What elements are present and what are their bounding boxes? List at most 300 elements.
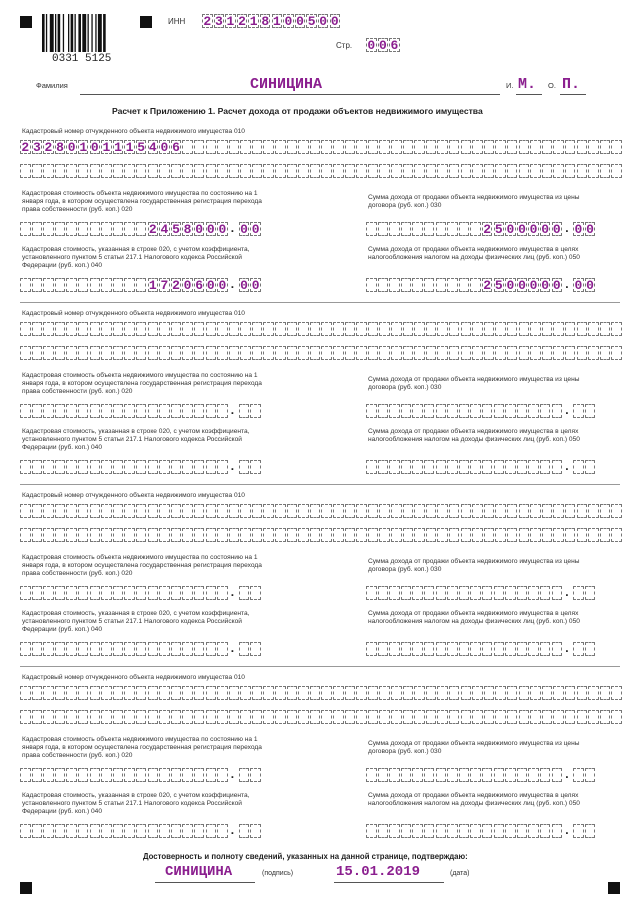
input-cell[interactable] bbox=[542, 322, 553, 336]
input-cell[interactable] bbox=[530, 346, 541, 360]
input-cell[interactable] bbox=[368, 322, 379, 336]
input-cell[interactable]: 2 bbox=[483, 221, 492, 237]
input-cell[interactable] bbox=[55, 460, 66, 474]
input-cell[interactable] bbox=[368, 710, 379, 724]
cadastral-number-cells[interactable] bbox=[20, 504, 623, 518]
input-cell[interactable] bbox=[401, 404, 412, 418]
input-cell[interactable] bbox=[356, 322, 367, 336]
input-cell[interactable] bbox=[426, 686, 437, 700]
input-cell[interactable] bbox=[252, 140, 263, 154]
input-cell[interactable] bbox=[368, 346, 379, 360]
input-cell[interactable] bbox=[389, 642, 400, 656]
input-cell[interactable] bbox=[449, 140, 460, 154]
input-cell[interactable] bbox=[252, 528, 263, 542]
input-cell[interactable] bbox=[517, 404, 528, 418]
input-cell[interactable] bbox=[540, 642, 551, 656]
input-cell[interactable] bbox=[449, 528, 460, 542]
input-cell[interactable] bbox=[206, 404, 217, 418]
input-cell[interactable] bbox=[159, 460, 170, 474]
input-cell[interactable] bbox=[298, 322, 309, 336]
input-cell[interactable] bbox=[436, 222, 447, 236]
input-cell[interactable] bbox=[321, 710, 332, 724]
value-050[interactable] bbox=[366, 278, 563, 292]
input-cell[interactable]: 1 bbox=[125, 139, 134, 155]
input-cell[interactable] bbox=[449, 686, 460, 700]
input-cell[interactable]: 2 bbox=[44, 139, 53, 155]
input-cell[interactable] bbox=[101, 404, 112, 418]
input-cell[interactable] bbox=[124, 586, 135, 600]
input-cell[interactable] bbox=[611, 346, 622, 360]
input-cell[interactable] bbox=[229, 164, 240, 178]
input-cell[interactable] bbox=[553, 346, 564, 360]
input-cell[interactable] bbox=[424, 586, 435, 600]
input-cell[interactable] bbox=[540, 824, 551, 838]
input-cell[interactable] bbox=[519, 528, 530, 542]
input-cell[interactable] bbox=[43, 768, 54, 782]
input-cell[interactable] bbox=[310, 322, 321, 336]
input-cell[interactable] bbox=[20, 404, 31, 418]
input-cell[interactable] bbox=[159, 404, 170, 418]
input-cell[interactable] bbox=[484, 322, 495, 336]
input-cell[interactable] bbox=[124, 504, 135, 518]
input-cell[interactable] bbox=[437, 528, 448, 542]
input-cell[interactable] bbox=[78, 164, 89, 178]
input-cell[interactable] bbox=[43, 642, 54, 656]
input-cell[interactable] bbox=[275, 528, 286, 542]
input-cell[interactable] bbox=[148, 404, 159, 418]
input-cell[interactable] bbox=[482, 404, 493, 418]
input-cell[interactable] bbox=[101, 322, 112, 336]
input-cell[interactable] bbox=[552, 404, 563, 418]
input-cell[interactable] bbox=[101, 528, 112, 542]
input-cell[interactable] bbox=[182, 404, 193, 418]
input-cell[interactable] bbox=[573, 824, 584, 838]
value-020-kopeck[interactable] bbox=[239, 222, 262, 236]
input-cell[interactable] bbox=[461, 528, 472, 542]
input-cell[interactable] bbox=[78, 460, 89, 474]
input-cell[interactable] bbox=[275, 686, 286, 700]
input-cell[interactable]: 0 bbox=[319, 13, 328, 29]
input-cell[interactable] bbox=[552, 768, 563, 782]
input-cell[interactable] bbox=[414, 322, 425, 336]
input-cell[interactable] bbox=[426, 504, 437, 518]
input-cell[interactable] bbox=[611, 686, 622, 700]
input-cell[interactable] bbox=[240, 710, 251, 724]
input-cell[interactable]: 0 bbox=[541, 277, 550, 293]
input-cell[interactable] bbox=[113, 504, 124, 518]
input-cell[interactable] bbox=[585, 586, 596, 600]
input-cell[interactable] bbox=[424, 404, 435, 418]
input-cell[interactable] bbox=[124, 824, 135, 838]
input-cell[interactable] bbox=[20, 528, 31, 542]
input-cell[interactable] bbox=[171, 768, 182, 782]
input-cell[interactable] bbox=[113, 346, 124, 360]
input-cell[interactable] bbox=[20, 768, 31, 782]
input-cell[interactable] bbox=[171, 504, 182, 518]
input-cell[interactable] bbox=[206, 460, 217, 474]
input-cell[interactable] bbox=[206, 586, 217, 600]
input-cell[interactable] bbox=[113, 642, 124, 656]
input-cell[interactable] bbox=[356, 164, 367, 178]
input-cell[interactable] bbox=[20, 504, 31, 518]
input-cell[interactable] bbox=[20, 586, 31, 600]
input-cell[interactable] bbox=[368, 686, 379, 700]
input-cell[interactable] bbox=[136, 222, 147, 236]
input-cell[interactable] bbox=[182, 642, 193, 656]
input-cell[interactable] bbox=[66, 504, 77, 518]
input-cell[interactable] bbox=[90, 824, 101, 838]
input-cell[interactable] bbox=[530, 710, 541, 724]
input-cell[interactable] bbox=[217, 642, 228, 656]
input-cell[interactable] bbox=[333, 504, 344, 518]
input-cell[interactable] bbox=[101, 686, 112, 700]
input-cell[interactable] bbox=[517, 460, 528, 474]
input-cell[interactable] bbox=[90, 710, 101, 724]
input-cell[interactable]: 8 bbox=[261, 13, 270, 29]
input-cell[interactable] bbox=[449, 346, 460, 360]
input-cell[interactable] bbox=[517, 824, 528, 838]
input-cell[interactable]: 0 bbox=[218, 221, 227, 237]
input-cell[interactable]: 6 bbox=[390, 37, 399, 53]
input-cell[interactable] bbox=[519, 346, 530, 360]
input-cell[interactable] bbox=[194, 140, 205, 154]
input-cell[interactable] bbox=[101, 768, 112, 782]
input-cell[interactable] bbox=[136, 824, 147, 838]
input-cell[interactable]: 8 bbox=[56, 139, 64, 155]
value-050-kopeck[interactable] bbox=[573, 824, 596, 838]
input-cell[interactable] bbox=[310, 346, 321, 360]
input-cell[interactable] bbox=[436, 642, 447, 656]
input-cell[interactable] bbox=[461, 140, 472, 154]
input-cell[interactable] bbox=[206, 824, 217, 838]
input-cell[interactable] bbox=[20, 686, 31, 700]
input-cell[interactable] bbox=[519, 164, 530, 178]
input-cell[interactable] bbox=[182, 140, 193, 154]
input-cell[interactable] bbox=[588, 322, 599, 336]
input-cell[interactable] bbox=[310, 710, 321, 724]
input-cell[interactable] bbox=[90, 460, 101, 474]
input-cell[interactable] bbox=[206, 768, 217, 782]
input-cell[interactable] bbox=[401, 824, 412, 838]
input-cell[interactable] bbox=[333, 710, 344, 724]
input-cell[interactable] bbox=[250, 824, 261, 838]
input-cell[interactable]: 4 bbox=[160, 221, 169, 237]
input-cell[interactable] bbox=[542, 504, 553, 518]
input-cell[interactable]: 4 bbox=[148, 139, 157, 155]
input-cell[interactable] bbox=[194, 460, 205, 474]
input-cell[interactable] bbox=[229, 710, 240, 724]
input-cell[interactable] bbox=[577, 346, 588, 360]
input-cell[interactable] bbox=[136, 164, 147, 178]
input-cell[interactable] bbox=[298, 504, 309, 518]
input-cell[interactable]: 5 bbox=[494, 277, 503, 293]
input-cell[interactable] bbox=[159, 164, 170, 178]
input-cell[interactable] bbox=[32, 686, 43, 700]
input-cell[interactable] bbox=[378, 278, 389, 292]
input-cell[interactable] bbox=[333, 164, 344, 178]
input-cell[interactable] bbox=[32, 346, 43, 360]
input-cell[interactable] bbox=[113, 824, 124, 838]
input-cell[interactable] bbox=[577, 504, 588, 518]
input-cell[interactable] bbox=[194, 346, 205, 360]
input-cell[interactable] bbox=[426, 140, 437, 154]
input-cell[interactable] bbox=[356, 140, 367, 154]
input-cell[interactable] bbox=[333, 140, 344, 154]
input-cell[interactable] bbox=[368, 528, 379, 542]
value-040[interactable] bbox=[20, 824, 229, 838]
input-cell[interactable] bbox=[495, 710, 506, 724]
value-030-kopeck[interactable] bbox=[573, 586, 596, 600]
input-cell[interactable] bbox=[600, 710, 611, 724]
input-cell[interactable] bbox=[470, 824, 481, 838]
input-cell[interactable] bbox=[113, 278, 124, 292]
input-cell[interactable] bbox=[494, 642, 505, 656]
input-cell[interactable] bbox=[540, 404, 551, 418]
input-cell[interactable] bbox=[206, 504, 217, 518]
input-cell[interactable] bbox=[482, 460, 493, 474]
input-cell[interactable] bbox=[401, 278, 412, 292]
input-cell[interactable] bbox=[366, 278, 377, 292]
input-cell[interactable] bbox=[356, 528, 367, 542]
input-cell[interactable] bbox=[517, 586, 528, 600]
input-cell[interactable] bbox=[263, 164, 274, 178]
input-cell[interactable] bbox=[379, 140, 390, 154]
input-cell[interactable] bbox=[379, 710, 390, 724]
input-cell[interactable] bbox=[263, 322, 274, 336]
value-020-kopeck[interactable] bbox=[239, 404, 262, 418]
input-cell[interactable] bbox=[321, 346, 332, 360]
input-cell[interactable] bbox=[182, 504, 193, 518]
input-cell[interactable] bbox=[101, 824, 112, 838]
input-cell[interactable] bbox=[461, 686, 472, 700]
input-cell[interactable] bbox=[66, 768, 77, 782]
input-cell[interactable] bbox=[552, 460, 563, 474]
input-cell[interactable] bbox=[240, 504, 251, 518]
input-cell[interactable] bbox=[484, 504, 495, 518]
input-cell[interactable] bbox=[43, 586, 54, 600]
input-cell[interactable] bbox=[252, 504, 263, 518]
input-cell[interactable]: 5 bbox=[137, 139, 146, 155]
input-cell[interactable] bbox=[298, 140, 309, 154]
input-cell[interactable] bbox=[542, 528, 553, 542]
input-cell[interactable] bbox=[391, 686, 402, 700]
input-cell[interactable] bbox=[345, 164, 356, 178]
input-cell[interactable]: 0 bbox=[240, 277, 248, 293]
input-cell[interactable] bbox=[459, 642, 470, 656]
input-cell[interactable] bbox=[611, 504, 622, 518]
input-cell[interactable] bbox=[206, 686, 217, 700]
input-cell[interactable] bbox=[239, 586, 250, 600]
input-cell[interactable] bbox=[484, 346, 495, 360]
input-cell[interactable]: 0 bbox=[240, 221, 248, 237]
input-cell[interactable] bbox=[148, 686, 159, 700]
input-cell[interactable]: 1 bbox=[102, 139, 111, 155]
input-cell[interactable] bbox=[287, 528, 298, 542]
value-050[interactable] bbox=[366, 824, 563, 838]
input-cell[interactable] bbox=[194, 710, 205, 724]
input-cell[interactable] bbox=[66, 278, 77, 292]
input-cell[interactable] bbox=[378, 222, 389, 236]
input-cell[interactable] bbox=[389, 222, 400, 236]
cadastral-number-cells-2[interactable] bbox=[20, 346, 623, 360]
input-cell[interactable]: 0 bbox=[218, 277, 227, 293]
input-cell[interactable] bbox=[449, 504, 460, 518]
input-cell[interactable] bbox=[229, 322, 240, 336]
input-cell[interactable] bbox=[389, 278, 400, 292]
input-cell[interactable] bbox=[148, 164, 159, 178]
value-040-kopeck[interactable] bbox=[239, 460, 262, 474]
input-cell[interactable] bbox=[459, 278, 470, 292]
input-cell[interactable] bbox=[553, 528, 564, 542]
input-cell[interactable] bbox=[206, 346, 217, 360]
input-cell[interactable] bbox=[484, 164, 495, 178]
input-cell[interactable] bbox=[32, 322, 43, 336]
input-cell[interactable] bbox=[426, 710, 437, 724]
value-030[interactable] bbox=[366, 222, 563, 236]
input-cell[interactable] bbox=[565, 346, 576, 360]
input-cell[interactable] bbox=[403, 710, 414, 724]
input-cell[interactable] bbox=[391, 346, 402, 360]
input-cell[interactable]: 0 bbox=[552, 277, 561, 293]
input-cell[interactable] bbox=[136, 686, 147, 700]
input-cell[interactable] bbox=[66, 824, 77, 838]
input-cell[interactable] bbox=[588, 140, 599, 154]
input-cell[interactable] bbox=[43, 222, 54, 236]
input-cell[interactable] bbox=[55, 824, 66, 838]
input-cell[interactable] bbox=[437, 710, 448, 724]
input-cell[interactable] bbox=[517, 642, 528, 656]
input-cell[interactable] bbox=[298, 686, 309, 700]
input-cell[interactable] bbox=[287, 346, 298, 360]
input-cell[interactable] bbox=[345, 504, 356, 518]
input-cell[interactable] bbox=[136, 710, 147, 724]
cadastral-number-cells[interactable] bbox=[20, 322, 623, 336]
input-cell[interactable] bbox=[507, 686, 518, 700]
input-cell[interactable] bbox=[171, 404, 182, 418]
input-cell[interactable] bbox=[495, 346, 506, 360]
input-cell[interactable] bbox=[494, 460, 505, 474]
input-cell[interactable]: 0 bbox=[296, 13, 304, 29]
input-cell[interactable] bbox=[461, 346, 472, 360]
input-cell[interactable] bbox=[217, 504, 228, 518]
input-cell[interactable] bbox=[378, 824, 389, 838]
input-cell[interactable] bbox=[263, 504, 274, 518]
input-cell[interactable] bbox=[55, 710, 66, 724]
value-050-kopeck[interactable] bbox=[573, 460, 596, 474]
input-cell[interactable] bbox=[403, 504, 414, 518]
input-cell[interactable] bbox=[321, 140, 332, 154]
input-cell[interactable]: 0 bbox=[206, 221, 215, 237]
input-cell[interactable] bbox=[412, 768, 423, 782]
input-cell[interactable] bbox=[600, 322, 611, 336]
input-cell[interactable] bbox=[32, 586, 43, 600]
input-cell[interactable] bbox=[414, 164, 425, 178]
input-cell[interactable] bbox=[573, 460, 584, 474]
input-cell[interactable] bbox=[530, 140, 541, 154]
input-cell[interactable]: 0 bbox=[529, 221, 538, 237]
input-cell[interactable] bbox=[217, 824, 228, 838]
input-cell[interactable] bbox=[113, 460, 124, 474]
input-cell[interactable] bbox=[573, 768, 584, 782]
input-cell[interactable] bbox=[366, 222, 377, 236]
input-cell[interactable] bbox=[611, 164, 622, 178]
input-cell[interactable] bbox=[78, 642, 89, 656]
input-cell[interactable] bbox=[159, 528, 170, 542]
input-cell[interactable] bbox=[217, 686, 228, 700]
input-cell[interactable] bbox=[565, 140, 576, 154]
input-cell[interactable] bbox=[389, 768, 400, 782]
input-cell[interactable] bbox=[239, 642, 250, 656]
input-cell[interactable]: 0 bbox=[378, 37, 387, 53]
input-cell[interactable] bbox=[124, 686, 135, 700]
input-cell[interactable] bbox=[124, 222, 135, 236]
input-cell[interactable] bbox=[287, 710, 298, 724]
input-cell[interactable]: 7 bbox=[160, 277, 169, 293]
input-cell[interactable] bbox=[391, 504, 402, 518]
input-cell[interactable] bbox=[239, 404, 250, 418]
input-cell[interactable] bbox=[530, 164, 541, 178]
input-cell[interactable] bbox=[528, 768, 539, 782]
input-cell[interactable] bbox=[217, 528, 228, 542]
input-cell[interactable] bbox=[55, 322, 66, 336]
input-cell[interactable] bbox=[611, 528, 622, 542]
input-cell[interactable] bbox=[78, 404, 89, 418]
input-cell[interactable] bbox=[43, 710, 54, 724]
input-cell[interactable] bbox=[437, 686, 448, 700]
input-cell[interactable] bbox=[401, 586, 412, 600]
input-cell[interactable] bbox=[101, 504, 112, 518]
input-cell[interactable]: 0 bbox=[330, 13, 339, 29]
input-cell[interactable] bbox=[459, 824, 470, 838]
input-cell[interactable] bbox=[472, 686, 483, 700]
input-cell[interactable]: 2 bbox=[148, 221, 157, 237]
input-cell[interactable] bbox=[403, 140, 414, 154]
input-cell[interactable] bbox=[600, 140, 611, 154]
input-cell[interactable] bbox=[32, 642, 43, 656]
input-cell[interactable] bbox=[517, 768, 528, 782]
input-cell[interactable] bbox=[298, 346, 309, 360]
input-cell[interactable] bbox=[101, 346, 112, 360]
input-cell[interactable] bbox=[378, 460, 389, 474]
input-cell[interactable] bbox=[495, 528, 506, 542]
input-cell[interactable] bbox=[171, 346, 182, 360]
input-cell[interactable] bbox=[470, 460, 481, 474]
input-cell[interactable] bbox=[171, 164, 182, 178]
input-cell[interactable] bbox=[182, 710, 193, 724]
input-cell[interactable] bbox=[424, 222, 435, 236]
input-cell[interactable] bbox=[321, 322, 332, 336]
input-cell[interactable] bbox=[240, 686, 251, 700]
input-cell[interactable] bbox=[528, 642, 539, 656]
input-cell[interactable] bbox=[171, 686, 182, 700]
input-cell[interactable] bbox=[403, 346, 414, 360]
input-cell[interactable] bbox=[101, 710, 112, 724]
input-cell[interactable] bbox=[389, 404, 400, 418]
input-cell[interactable] bbox=[472, 710, 483, 724]
input-cell[interactable] bbox=[217, 404, 228, 418]
input-cell[interactable] bbox=[229, 504, 240, 518]
input-cell[interactable] bbox=[482, 586, 493, 600]
input-cell[interactable] bbox=[530, 504, 541, 518]
input-cell[interactable] bbox=[148, 322, 159, 336]
input-cell[interactable] bbox=[345, 346, 356, 360]
input-cell[interactable] bbox=[206, 528, 217, 542]
input-cell[interactable]: 0 bbox=[160, 139, 169, 155]
input-cell[interactable] bbox=[573, 642, 584, 656]
input-cell[interactable] bbox=[389, 586, 400, 600]
input-cell[interactable] bbox=[366, 642, 377, 656]
input-cell[interactable] bbox=[366, 768, 377, 782]
